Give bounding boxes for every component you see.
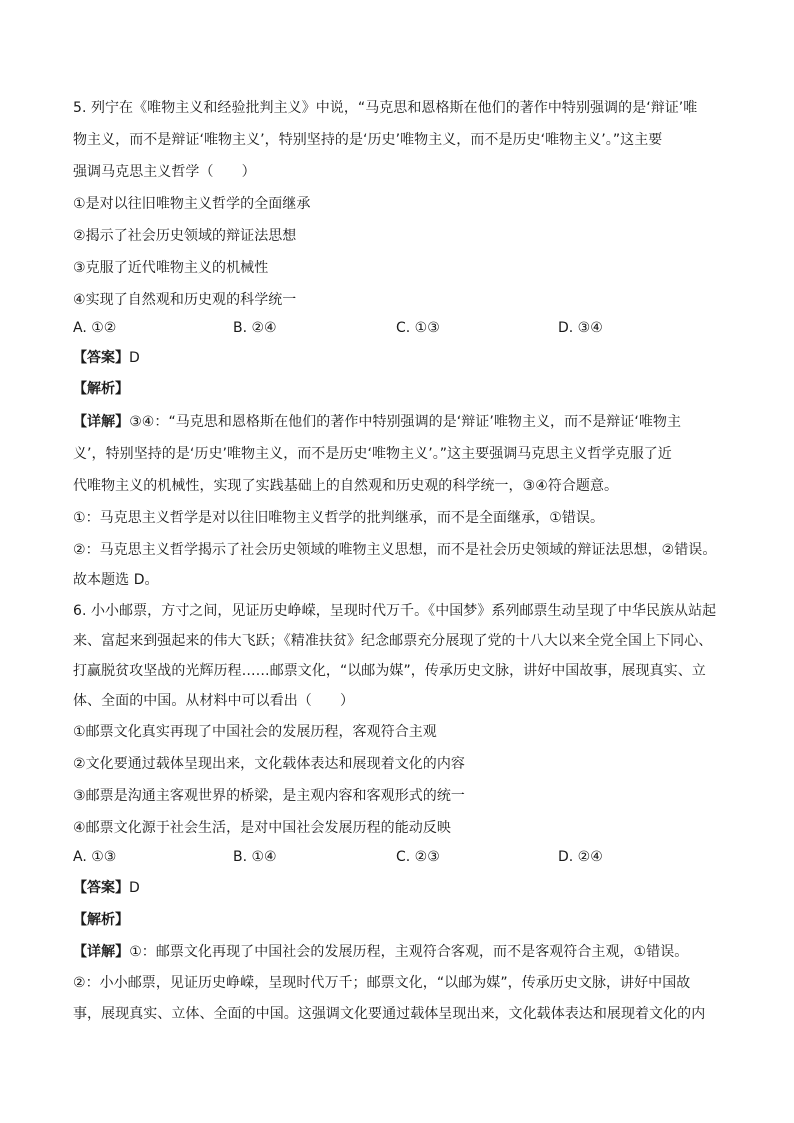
q6-detail-label: 【详解】 bbox=[73, 944, 130, 960]
q6-answer-value: D bbox=[129, 880, 140, 896]
q6-detail-line-1 bbox=[73, 942, 723, 962]
q6-option-a: A. ①③ bbox=[73, 849, 117, 865]
q6-option-d: D. ②④ bbox=[558, 849, 603, 865]
q5-stem-line-1: 5. 列宁在《唯物主义和经验批判主义》中说，“马克思和恩格斯在他们的著作中特别强调的是‘辩证’唯 bbox=[73, 100, 698, 116]
q5-answer-label: 【答案】 bbox=[73, 350, 129, 366]
q6-detail-line-3: 事，展现真实、立体、全面的中国。这强调文化要通过载体呈现出来，文化载体表达和展现着文化的内 bbox=[73, 1006, 706, 1022]
q6-answer bbox=[73, 878, 140, 898]
q5-detail-line-2: 义’，特别坚持的是‘历史’唯物主义，而不是历史‘唯物主义’。”这主要强调马克思主义哲学克服了近 bbox=[73, 446, 672, 462]
q6-stem-line-3: 打赢脱贫攻坚战的光辉历程……邮票文化，“以邮为媒”，传承历史文脉，讲好中国故事，展现真实、立 bbox=[73, 663, 706, 679]
q5-answer-value: D bbox=[129, 350, 140, 366]
q6-stem-line-4: 体、全面的中国。从材料中可以看出（ ） bbox=[73, 693, 354, 709]
q5-option-a: A. ①② bbox=[73, 320, 117, 336]
q5-detail-line-4: ①：马克思主义哲学是对以往旧唯物主义哲学的批判继承，而不是全面继承，①错误。 bbox=[73, 510, 604, 526]
q5-statement-3: ③克服了近代唯物主义的机械性 bbox=[73, 260, 269, 276]
q5-detail-text-1: ③④：“马克思和恩格斯在他们的著作中特别强调的是‘辩证’唯物主义，而不是辩证‘唯物主 bbox=[129, 414, 682, 430]
q6-statement-1: ①邮票文化真实再现了中国社会的发展历程，客观符合主观 bbox=[73, 724, 437, 740]
q5-option-c: C. ①③ bbox=[396, 320, 440, 336]
q6-detail-line-2: ②：小小邮票，见证历史峥嵘，呈现时代万千；邮票文化，“以邮为媒”，传承历史文脉，讲好中国故 bbox=[73, 975, 691, 991]
q5-detail-line-1 bbox=[73, 412, 723, 432]
q6-option-c: C. ②③ bbox=[396, 849, 440, 865]
q6-option-b: B. ①④ bbox=[233, 849, 277, 865]
q6-stem-line-2: 来、富起来到强起来的伟大飞跃；《精准扶贫》纪念邮票充分展现了党的十八大以来全党全国上下同心、 bbox=[73, 633, 713, 649]
q5-option-d: D. ③④ bbox=[558, 320, 603, 336]
q5-answer bbox=[73, 348, 140, 368]
q6-analysis-label: 【解析】 bbox=[73, 912, 129, 928]
q5-statement-1: ①是对以往旧唯物主义哲学的全面继承 bbox=[73, 196, 311, 212]
q5-statement-4: ④实现了自然观和历史观的科学统一 bbox=[73, 292, 297, 308]
q5-detail-line-6: 故本题选 D。 bbox=[73, 572, 159, 588]
q5-option-b: B. ②④ bbox=[233, 320, 277, 336]
q5-analysis-label: 【解析】 bbox=[73, 381, 129, 397]
q5-detail-line-3: 代唯物主义的机械性，实现了实践基础上的自然观和历史观的科学统一，③④符合题意。 bbox=[73, 478, 619, 494]
q6-detail-text-1: ①：邮票文化再现了中国社会的发展历程，主观符合客观，而不是客观符合主观，①错误。 bbox=[129, 944, 689, 960]
q6-stem-line-1: 6. 小小邮票，方寸之间，见证历史峥嵘，呈现时代万千。《中国梦》系列邮票生动呈现了中华民族从站起 bbox=[73, 603, 717, 619]
q6-statement-3: ③邮票是沟通主客观世界的桥梁，是主观内容和客观形式的统一 bbox=[73, 788, 465, 804]
q6-statement-4: ④邮票文化源于社会生活，是对中国社会发展历程的能动反映 bbox=[73, 820, 451, 836]
q5-statement-2: ②揭示了社会历史领域的辩证法思想 bbox=[73, 228, 297, 244]
q6-answer-label: 【答案】 bbox=[73, 880, 129, 896]
q5-detail-line-5: ②：马克思主义哲学揭示了社会历史领域的唯物主义思想，而不是社会历史领域的辩证法思想，②错误。 bbox=[73, 542, 717, 558]
q5-stem-line-2: 物主义，而不是辩证‘唯物主义’，特别坚持的是‘历史’唯物主义，而不是历史‘唯物主义’。”这主要 bbox=[73, 132, 663, 148]
q6-statement-2: ②文化要通过载体呈现出来，文化载体表达和展现着文化的内容 bbox=[73, 756, 465, 772]
q5-stem-line-3: 强调马克思主义哲学（ ） bbox=[73, 164, 256, 180]
q5-detail-label: 【详解】 bbox=[73, 414, 130, 430]
